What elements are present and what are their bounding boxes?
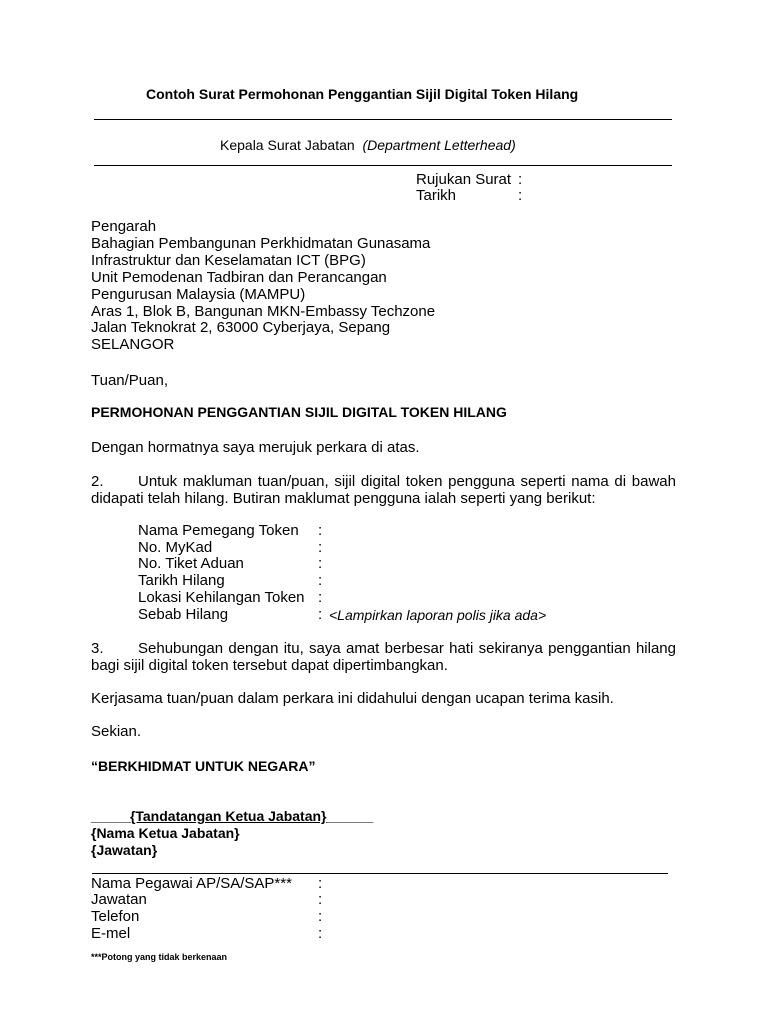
field-colon: : [318,522,323,539]
field-label-lost-location: Lokasi Kehilangan Token [138,589,305,606]
reference-label: Rujukan Surat [416,171,512,188]
field-colon: : [318,589,323,606]
paragraph-2 [91,473,676,507]
paragraph-2-text: Untuk makluman tuan/puan, sijil digital token pengguna seperti nama di bawah didapati telah hilang. Butiran maklumat pengguna ialah seperti yang berikut: [91,473,676,507]
officer-label-email: E-mel [91,925,131,942]
field-label-lost-reason: Sebab Hilang [138,606,229,623]
date-colon: : [518,187,523,204]
signature-label: {Tandatangan Ketua Jabatan} [129,808,327,824]
address-line: SELANGOR [91,336,175,354]
closing: Sekian. [91,723,142,740]
address-line: Bahagian Pembangunan Perkhidmatan Gunasama [91,234,431,252]
document-title: Contoh Surat Permohonan Penggantian Sijil Digital Token Hilang [146,86,579,102]
date-label: Tarikh [416,187,457,204]
head-of-department-position: {Jawatan} [91,842,158,858]
officer-colon: : [318,891,323,908]
officer-colon: : [318,908,323,925]
officer-colon: : [318,925,323,942]
signature-underline-right: ______ [326,808,374,824]
officer-label-phone: Telefon [91,908,140,925]
address-line: Pengurusan Malaysia (MAMPU) [91,285,306,303]
paragraph-3-text: Sehubungan dengan itu, saya amat berbesar hati sekiranya penggantian hilang bagi sijil digital token tersebut dapat dipertimbangkan. [91,640,676,674]
paragraph-2-number: 2. [91,473,104,490]
letterhead-divider [94,165,672,166]
field-label-lost-date: Tarikh Hilang [138,572,225,589]
field-value-lost-reason: <Lampirkan laporan polis jika ada> [329,607,547,623]
paragraph-1: Dengan hormatnya saya merujuk perkara di atas. [91,439,420,456]
paragraph-3 [91,640,676,674]
officer-colon: : [318,875,323,892]
field-colon: : [318,555,323,572]
field-label-token-holder: Nama Pemegang Token [138,522,299,539]
address-line: Infrastruktur dan Keselamatan ICT (BPG) [91,251,366,269]
motto: “BERKHIDMAT UNTUK NEGARA” [91,758,316,774]
officer-label-position: Jawatan [91,891,147,908]
address-line: Pengarah [91,218,157,235]
address-line: Unit Pemodenan Tadbiran dan Perancangan [91,268,387,286]
letterhead-placeholder [220,137,516,153]
officer-label-name: Nama Pegawai AP/SA/SAP*** [91,875,292,892]
officer-divider [92,873,668,874]
head-of-department-name: {Nama Ketua Jabatan} [91,825,240,841]
letterhead-label: Kepala Surat Jabatan [220,137,355,153]
letterhead-note: (Department Letterhead) [362,137,516,153]
footnote: ***Potong yang tidak berkenaan [91,952,228,962]
signature-underline-left: _____ [91,808,130,824]
address-line: Jalan Teknokrat 2, 63000 Cyberjaya, Sepang [91,319,391,337]
recipient-address [91,219,435,354]
field-colon: : [318,539,323,556]
reference-colon: : [518,171,523,188]
salutation: Tuan/Puan, [91,372,168,389]
letter-subject: PERMOHONAN PENGGANTIAN SIJIL DIGITAL TOKEN HILANG [91,404,507,420]
field-label-mykad: No. MyKad [138,539,213,556]
field-colon: : [318,606,323,623]
title-divider [94,119,672,120]
field-label-ticket: No. Tiket Aduan [138,555,244,572]
field-colon: : [318,572,323,589]
address-line: Aras 1, Blok B, Bangunan MKN-Embassy Techzone [91,302,436,320]
signature-line [91,808,373,824]
paragraph-4: Kerjasama tuan/puan dalam perkara ini didahului dengan ucapan terima kasih. [91,690,614,707]
paragraph-3-number: 3. [91,640,104,657]
